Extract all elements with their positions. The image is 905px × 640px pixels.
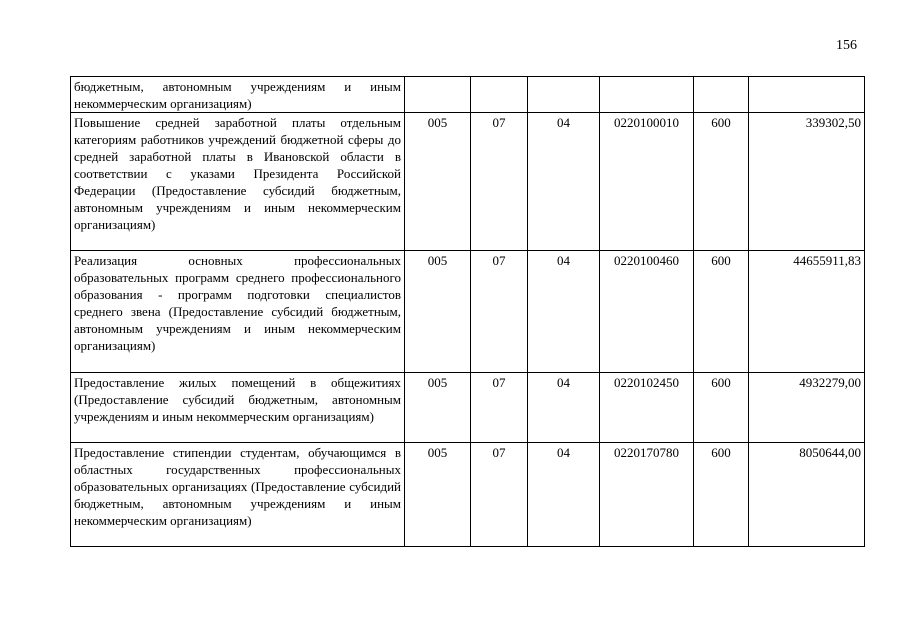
table-row — [71, 373, 865, 443]
ved-cell: 005 — [405, 373, 471, 443]
subsection-cell: 04 — [528, 443, 600, 547]
row-name-cell: Повышение средней заработной платы отдельным категориям работников учреждений бюджетной сферы до средней заработной платы в Ивановской области в соответствии с указами Президента Российской Федерации (Предоставление субсидий бюджетным, автономным учреждениям и иным некоммерческим организациям) — [71, 113, 405, 251]
section-cell: 07 — [471, 113, 528, 251]
vr-cell: 600 — [694, 113, 749, 251]
row-name-cell: Предоставление стипендии студентам, обучающимся в областных государственных профессиональных образовательных организациях (Предоставление субсидий бюджетным, автономным учреждениям и иным некоммерческим организациям) — [71, 443, 405, 547]
section-cell: 07 — [471, 251, 528, 373]
page-number: 156 — [836, 38, 857, 53]
budget-table — [70, 76, 865, 547]
vr-cell: 600 — [694, 251, 749, 373]
table-row — [71, 113, 865, 251]
sum-cell: 339302,50 — [749, 113, 865, 251]
table-row — [71, 77, 865, 113]
row-name-cell: Реализация основных профессиональных образовательных программ среднего профессионального образования - программ подготовки специалистов среднего звена (Предоставление субсидий бюджетным, автономным учреждениям и иным некоммерческим организациям) — [71, 251, 405, 373]
table-row — [71, 251, 865, 373]
ved-cell: 005 — [405, 251, 471, 373]
section-cell — [471, 77, 528, 113]
ved-cell: 005 — [405, 443, 471, 547]
table-row — [71, 443, 865, 547]
sum-cell: 8050644,00 — [749, 443, 865, 547]
section-cell: 07 — [471, 443, 528, 547]
subsection-cell: 04 — [528, 373, 600, 443]
subsection-cell: 04 — [528, 251, 600, 373]
sum-cell — [749, 77, 865, 113]
csr-cell — [600, 77, 694, 113]
row-name-cell: Предоставление жилых помещений в общежитиях (Предоставление субсидий бюджетным, автономным учреждениям и иным некоммерческим организациям) — [71, 373, 405, 443]
vr-cell — [694, 77, 749, 113]
csr-cell: 0220170780 — [600, 443, 694, 547]
sum-cell: 44655911,83 — [749, 251, 865, 373]
ved-cell — [405, 77, 471, 113]
vr-cell: 600 — [694, 443, 749, 547]
csr-cell: 0220102450 — [600, 373, 694, 443]
subsection-cell: 04 — [528, 113, 600, 251]
vr-cell: 600 — [694, 373, 749, 443]
section-cell: 07 — [471, 373, 528, 443]
csr-cell: 0220100010 — [600, 113, 694, 251]
csr-cell: 0220100460 — [600, 251, 694, 373]
ved-cell: 005 — [405, 113, 471, 251]
subsection-cell — [528, 77, 600, 113]
sum-cell: 4932279,00 — [749, 373, 865, 443]
row-name-cell: бюджетным, автономным учреждениям и иным некоммерческим организациям) — [71, 77, 405, 113]
